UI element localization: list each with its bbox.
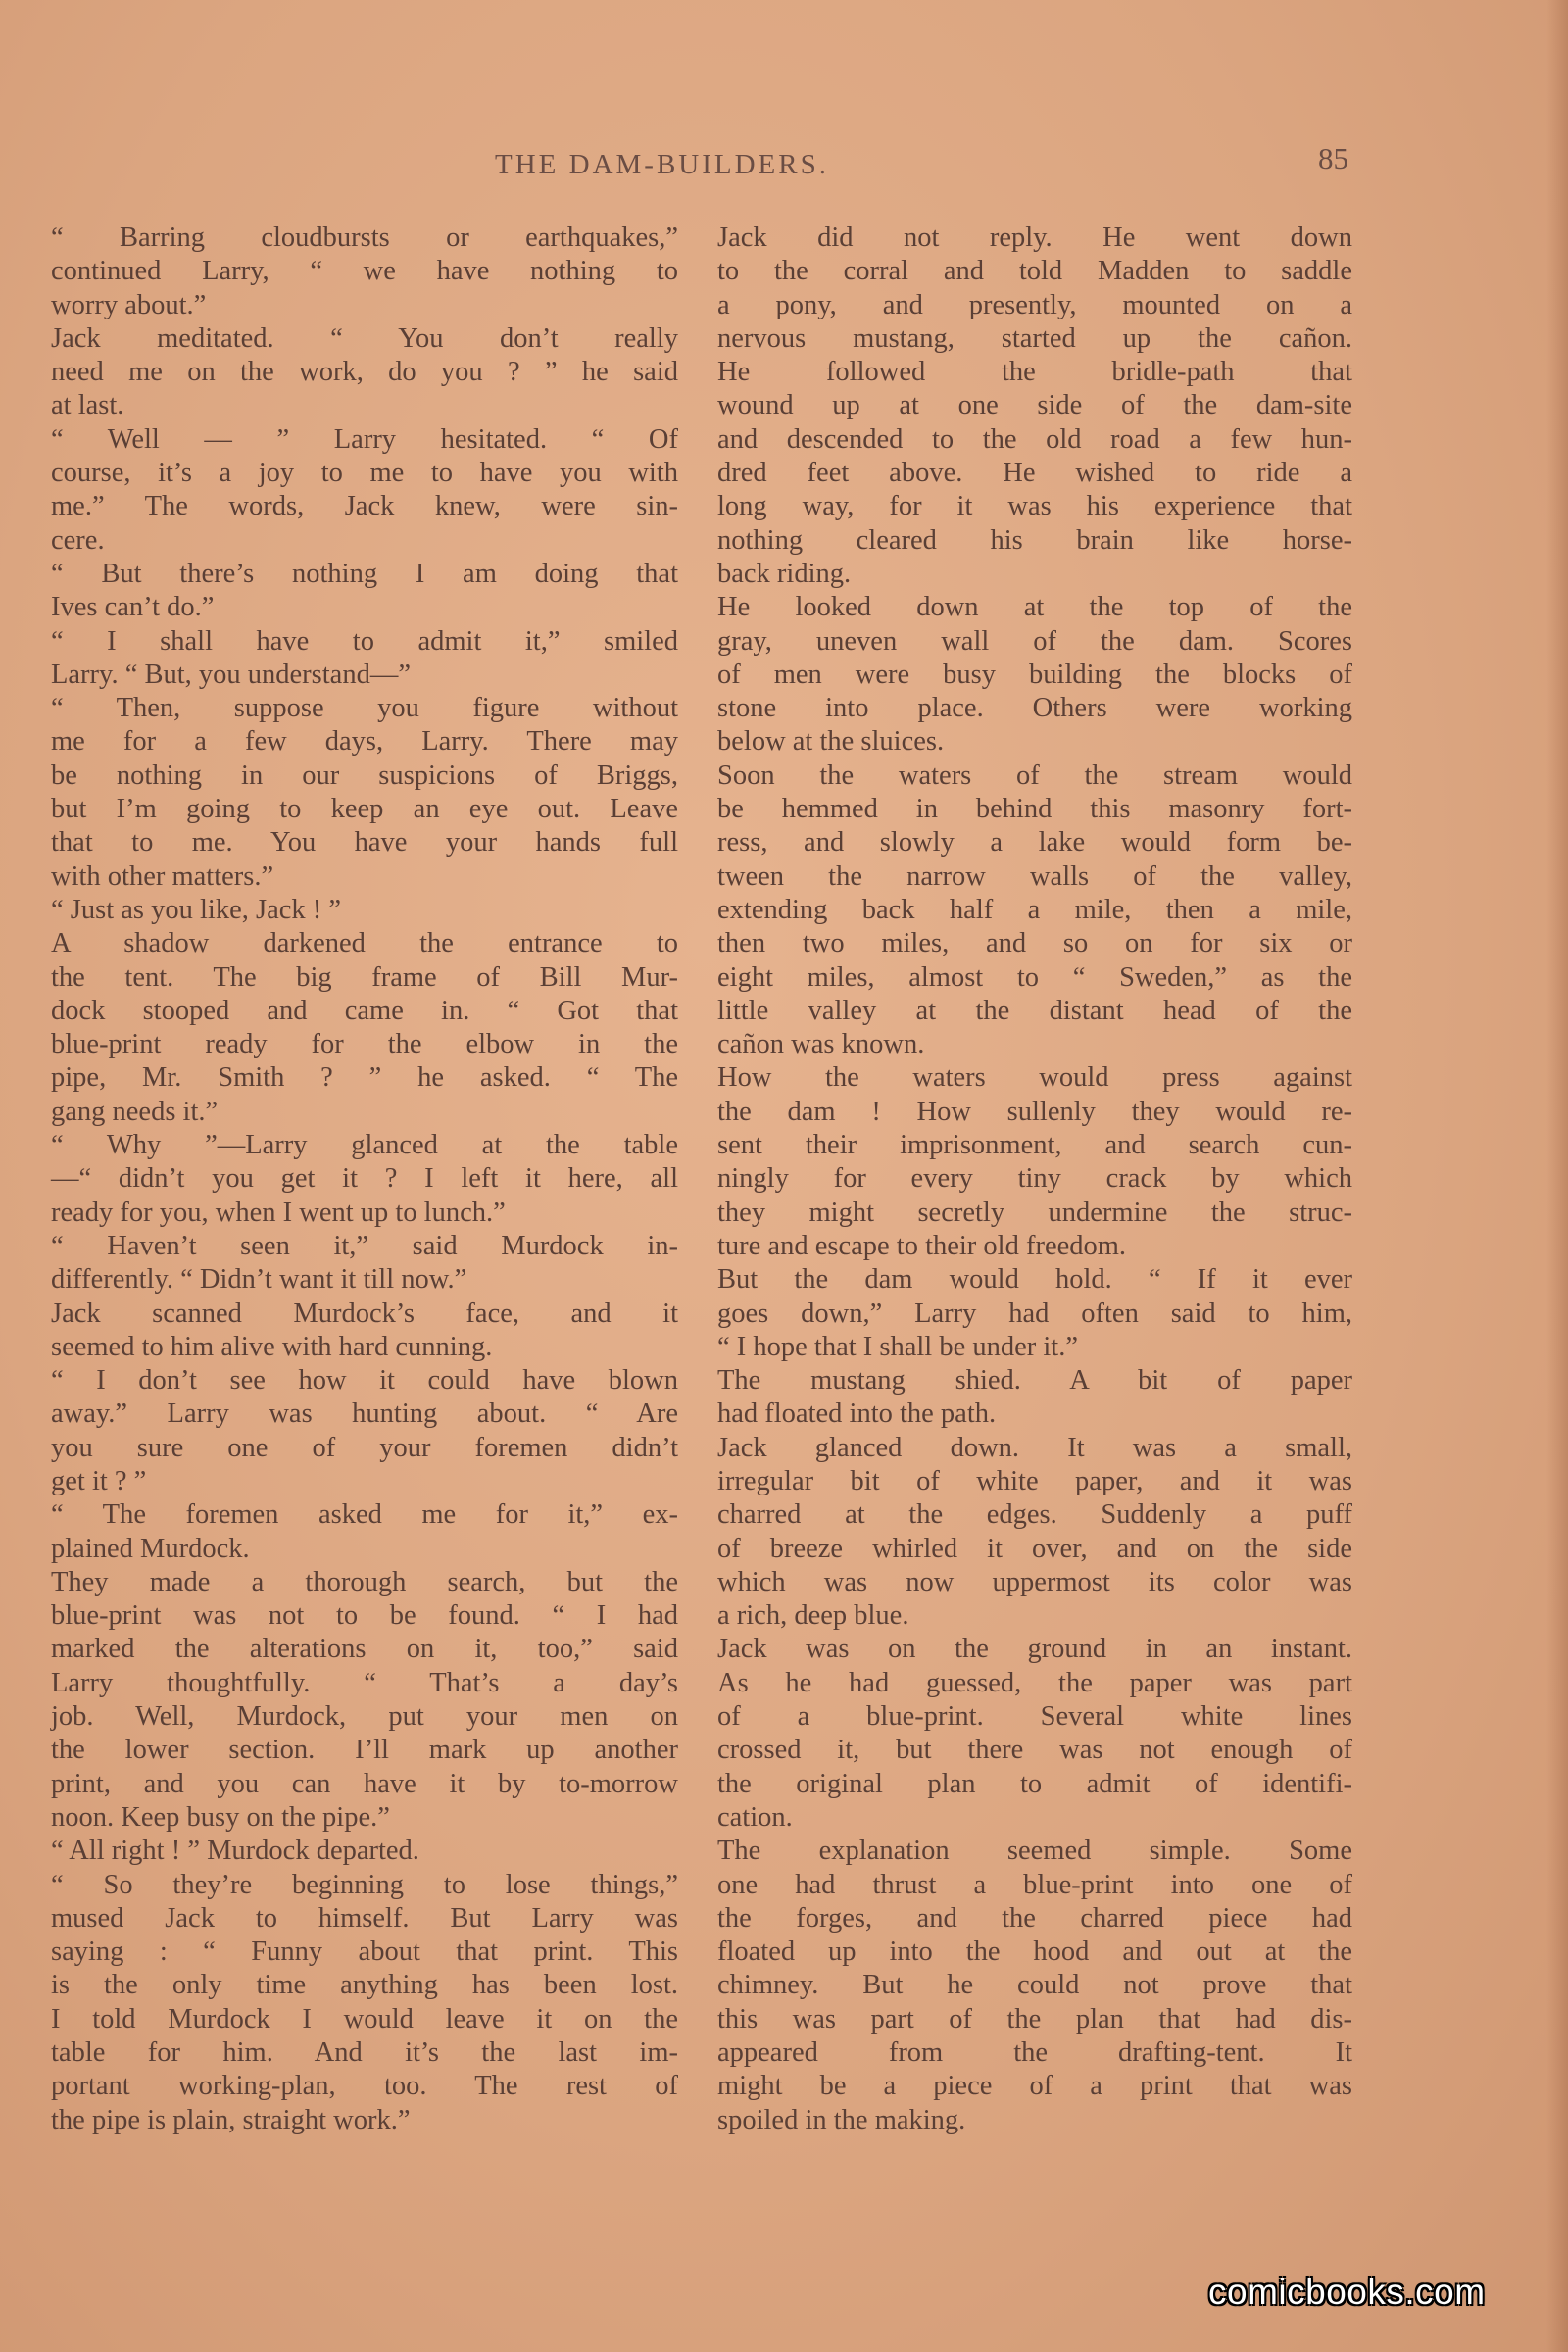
text-line: They made a thorough search, but the (51, 1566, 678, 1597)
page-edge-shadow (1546, 0, 1568, 2352)
text-line: dock stooped and came in. “ Got that (51, 995, 678, 1026)
text-line: saying : “ Funny about that print. This (51, 1936, 678, 1968)
text-line: wound up at one side of the dam-site (717, 390, 1352, 421)
text-line: “ So they’re beginning to lose things,” (51, 1869, 678, 1900)
text-line: “ All right ! ” Murdock departed. (51, 1836, 419, 1867)
text-line: be hemmed in behind this masonry fort- (717, 794, 1352, 825)
text-line: ningly for every tiny crack by which (717, 1163, 1352, 1195)
text-line: me.” The words, Jack knew, were sin- (51, 491, 678, 522)
text-line: A shadow darkened the entrance to (51, 928, 678, 959)
text-line: Soon the waters of the stream would (717, 760, 1352, 791)
text-line: Jack glanced down. It was a small, (717, 1432, 1352, 1463)
text-line: marked the alterations on it, too,” said (51, 1634, 678, 1665)
text-line: But the dam would hold. “ If it ever (717, 1264, 1352, 1296)
text-line: noon. Keep busy on the pipe.” (51, 1801, 390, 1833)
text-line: ture and escape to their old freedom. (717, 1230, 1127, 1261)
text-line: ready for you, when I went up to lunch.” (51, 1197, 506, 1228)
text-line: Ives can’t do.” (51, 592, 215, 623)
text-line: you sure one of your foremen didn’t (51, 1432, 678, 1463)
text-line: little valley at the distant head of the (717, 995, 1352, 1026)
text-line: charred at the edges. Suddenly a puff (717, 1499, 1352, 1531)
text-line: “ Then, suppose you figure without (51, 693, 678, 724)
text-line: cere. (51, 524, 105, 556)
text-line: but I’m going to keep an eye out. Leave (51, 794, 678, 825)
text-line: of men were busy building the blocks of (717, 659, 1352, 690)
text-line: eight miles, almost to “ Sweden,” as the (717, 961, 1352, 993)
text-line: “ Why ”—Larry glanced at the table (51, 1130, 678, 1161)
text-line: below at the sluices. (717, 726, 945, 758)
watermark-logo: comicbooks.com (1208, 2272, 1486, 2312)
text-line: print, and you can have it by to-morrow (51, 1768, 678, 1799)
text-line: —“ didn’t you get it ? I left it here, all (51, 1163, 678, 1195)
text-line: floated up into the hood and out at the (717, 1936, 1352, 1968)
text-line: nothing cleared his brain like horse- (717, 524, 1352, 556)
text-line: the dam ! How sullenly they would re- (717, 1096, 1352, 1127)
text-line: dred feet above. He wished to ride a (717, 458, 1352, 489)
text-line: He looked down at the top of the (717, 592, 1352, 623)
text-line: cañon was known. (717, 1029, 925, 1060)
text-line: with other matters.” (51, 860, 274, 892)
text-line: me for a few days, Larry. There may (51, 726, 678, 758)
text-line: they might secretly undermine the struc- (717, 1197, 1352, 1228)
text-line: As he had guessed, the paper was part (717, 1667, 1352, 1698)
page-number: 85 (1318, 141, 1348, 175)
text-line: Jack meditated. “ You don’t really (51, 322, 678, 354)
text-line: course, it’s a joy to me to have you with (51, 458, 678, 489)
text-line: one had thrust a blue-print into one of (717, 1869, 1352, 1900)
text-line: pipe, Mr. Smith ? ” he asked. “ The (51, 1062, 678, 1094)
left-column (51, 221, 678, 2137)
text-line: “ Just as you like, Jack ! ” (51, 894, 342, 925)
text-line: a rich, deep blue. (717, 1600, 909, 1632)
text-line: blue-print was not to be found. “ I had (51, 1600, 678, 1632)
text-line: is the only time anything has been lost. (51, 1970, 678, 2001)
text-line: of a blue-print. Several white lines (717, 1701, 1352, 1733)
text-line: the forges, and the charred piece had (717, 1902, 1352, 1934)
text-line: might be a piece of a print that was (717, 2071, 1352, 2102)
text-line: mused Jack to himself. But Larry was (51, 1902, 678, 1934)
text-line: a pony, and presently, mounted on a (717, 289, 1352, 320)
text-line: had floated into the path. (717, 1398, 997, 1430)
text-line: continued Larry, “ we have nothing to (51, 256, 678, 287)
text-line: differently. “ Didn’t want it till now.” (51, 1264, 467, 1296)
text-line: ress, and slowly a lake would form be- (717, 827, 1352, 858)
text-line: He followed the bridle-path that (717, 357, 1352, 388)
text-line: this was part of the plan that had dis- (717, 2003, 1352, 2034)
text-line: long way, for it was his experience that (717, 491, 1352, 522)
text-line: be nothing in our suspicions of Briggs, (51, 760, 678, 791)
text-line: plained Murdock. (51, 1533, 250, 1564)
text-line: the lower section. I’ll mark up another (51, 1735, 678, 1766)
text-line: sent their imprisonment, and search cun- (717, 1130, 1352, 1161)
text-line: “ The foremen asked me for it,” ex- (51, 1499, 678, 1531)
text-line: How the waters would press against (717, 1062, 1352, 1094)
text-line: worry about.” (51, 289, 207, 320)
text-line: extending back half a mile, then a mile, (717, 894, 1352, 925)
running-head (0, 141, 1568, 188)
text-line: gang needs it.” (51, 1096, 219, 1127)
text-line: seemed to him alive with hard cunning. (51, 1331, 493, 1362)
text-line: stone into place. Others were working (717, 693, 1352, 724)
text-line: gray, uneven wall of the dam. Scores (717, 625, 1352, 657)
text-line: appeared from the drafting-tent. It (717, 2037, 1352, 2069)
text-line: that to me. You have your hands full (51, 827, 678, 858)
text-line: crossed it, but there was not enough of (717, 1735, 1352, 1766)
text-line: “ I don’t see how it could have blown (51, 1365, 678, 1396)
text-line: of breeze whirled it over, and on the side (717, 1533, 1352, 1564)
text-line: “ Haven’t seen it,” said Murdock in- (51, 1230, 678, 1261)
text-line: Jack did not reply. He went down (717, 222, 1352, 253)
text-line: “ Well — ” Larry hesitated. “ Of (51, 423, 678, 455)
text-line: need me on the work, do you ? ” he said (51, 357, 678, 388)
text-line: The mustang shied. A bit of paper (717, 1365, 1352, 1396)
right-column (717, 221, 1352, 2137)
text-line: Jack scanned Murdock’s face, and it (51, 1298, 678, 1329)
text-line: “ But there’s nothing I am doing that (51, 558, 678, 589)
text-line: irregular bit of white paper, and it was (717, 1465, 1352, 1496)
text-line: spoiled in the making. (717, 2104, 966, 2135)
text-line: Larry thoughtfully. “ That’s a day’s (51, 1667, 678, 1698)
text-line: blue-print ready for the elbow in the (51, 1029, 678, 1060)
text-line: and descended to the old road a few hun- (717, 423, 1352, 455)
text-line: The explanation seemed simple. Some (717, 1836, 1352, 1867)
text-line: then two miles, and so on for six or (717, 928, 1352, 959)
text-line: tween the narrow walls of the valley, (717, 860, 1352, 892)
text-line: “ Barring cloudbursts or earthquakes,” (51, 222, 678, 253)
text-line: I told Murdock I would leave it on the (51, 2003, 678, 2034)
text-line: the original plan to admit of identifi- (717, 1768, 1352, 1799)
text-line: chimney. But he could not prove that (717, 1970, 1352, 2001)
text-line: table for him. And it’s the last im- (51, 2037, 678, 2069)
text-line: the pipe is plain, straight work.” (51, 2104, 411, 2135)
text-line: nervous mustang, started up the cañon. (717, 322, 1352, 354)
text-line: goes down,” Larry had often said to him, (717, 1298, 1352, 1329)
text-line: job. Well, Murdock, put your men on (51, 1701, 678, 1733)
text-line: away.” Larry was hunting about. “ Are (51, 1398, 678, 1430)
text-line: “ I shall have to admit it,” smiled (51, 625, 678, 657)
text-line: to the corral and told Madden to saddle (717, 256, 1352, 287)
text-line: “ I hope that I shall be under it.” (717, 1331, 1078, 1362)
text-line: Jack was on the ground in an instant. (717, 1634, 1352, 1665)
running-title: THE DAM-BUILDERS. (495, 149, 829, 180)
text-line: at last. (51, 390, 124, 421)
text-line: which was now uppermost its color was (717, 1566, 1352, 1597)
text-line: back riding. (717, 558, 852, 589)
text-line: the tent. The big frame of Bill Mur- (51, 961, 678, 993)
text-line: cation. (717, 1801, 793, 1833)
text-line: portant working-plan, too. The rest of (51, 2071, 678, 2102)
text-line: get it ? ” (51, 1465, 147, 1496)
text-line: Larry. “ But, you understand—” (51, 659, 411, 690)
